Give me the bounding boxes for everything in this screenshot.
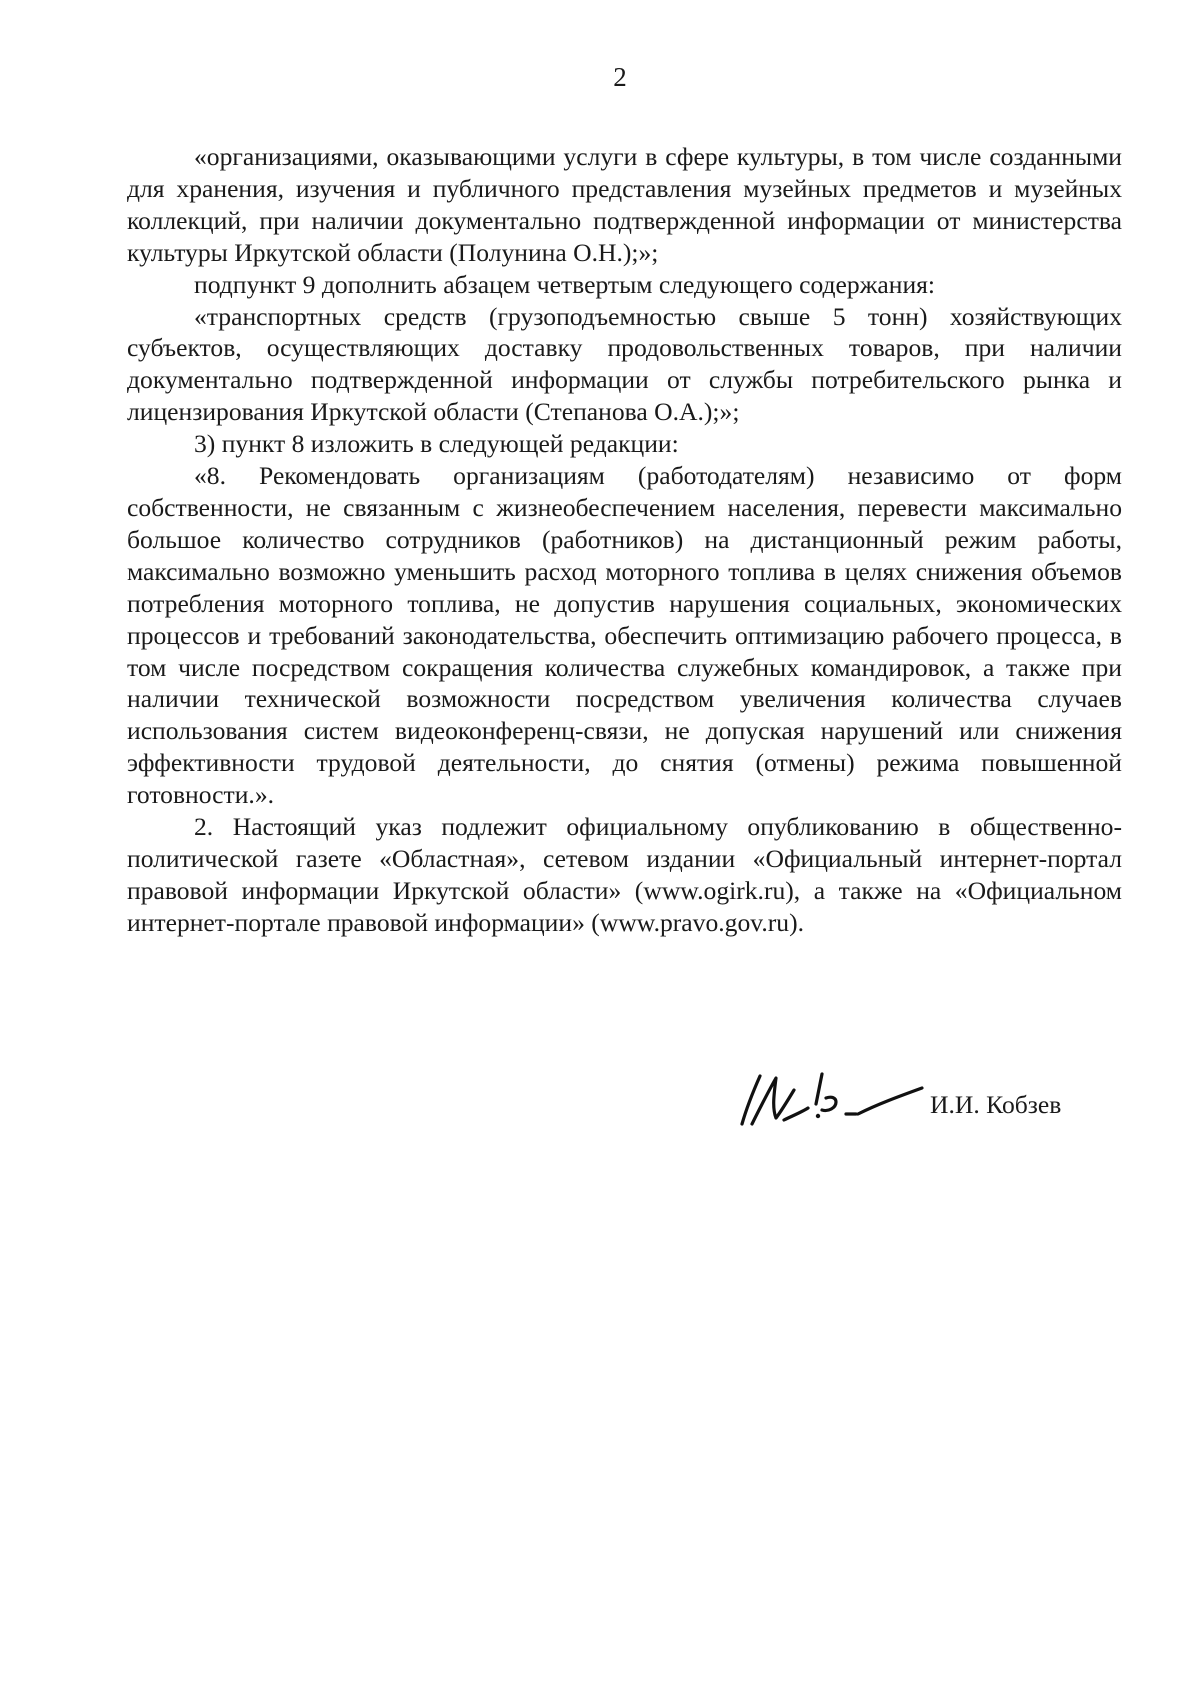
- paragraph-culture-organizations: «организациями, оказывающими услуги в сфере культуры, в том числе созданными для хранения, изучения и публичного представления музейных предметов и музейных коллекций, при наличии документально подтвержденной информации от министерства культуры Иркутской области (Полунина О.Н.);»;: [127, 142, 1122, 267]
- signatory-name: И.И. Кобзев: [930, 1090, 1062, 1119]
- paragraph-item-8-text: «8. Рекомендовать организациям (работодателям) независимо от форм собственности, не связанным с жизнеобеспечением населения, перевести максимально большое количество сотрудников (работников) на дистанционный режим работы, максимально возможно уменьшить расход моторного топлива в целях снижения объемов потребления моторного топлива, не допустив нарушения социальных, экономических процессов и требований законодательства, обеспечить оптимизацию рабочего процесса, в том числе посредством сокращения количества служебных командировок, а также при наличии технической возможности посредством увеличения количества случаев использования систем видеоконференц-связи, не допуская нарушений или снижения эффективности трудовой деятельности, до снятия (отмены) режима повышенной готовности.».: [127, 461, 1122, 810]
- document-body: [127, 141, 1122, 939]
- page-number: 2: [613, 62, 627, 92]
- signature-block: [736, 1050, 1136, 1140]
- handwritten-signature: [736, 1050, 936, 1130]
- paragraph-transport-vehicles: «транспортных средств (грузоподъемностью свыше 5 тонн) хозяйствующих субъектов, осуществляющих доставку продовольственных товаров, при наличии документально подтвержденной информации от службы потребительского рынка и лицензирования Иркутской области (Степанова О.А.);»;: [127, 301, 1122, 427]
- paragraph-publication: 2. Настоящий указ подлежит официальному опубликованию в общественно-политической газете «Областная», сетевом издании «Официальный интернет-портал правовой информации Иркутской области» (www.ogirk.ru), а также на «Официальном интернет-портале правовой информации» (www.pravo.gov.ru).: [127, 812, 1122, 937]
- paragraph-item-8-intro: 3) пункт 8 изложить в следующей редакции:: [194, 429, 679, 459]
- paragraph-subitem-9: подпункт 9 дополнить абзацем четвертым следующего содержания:: [194, 269, 936, 299]
